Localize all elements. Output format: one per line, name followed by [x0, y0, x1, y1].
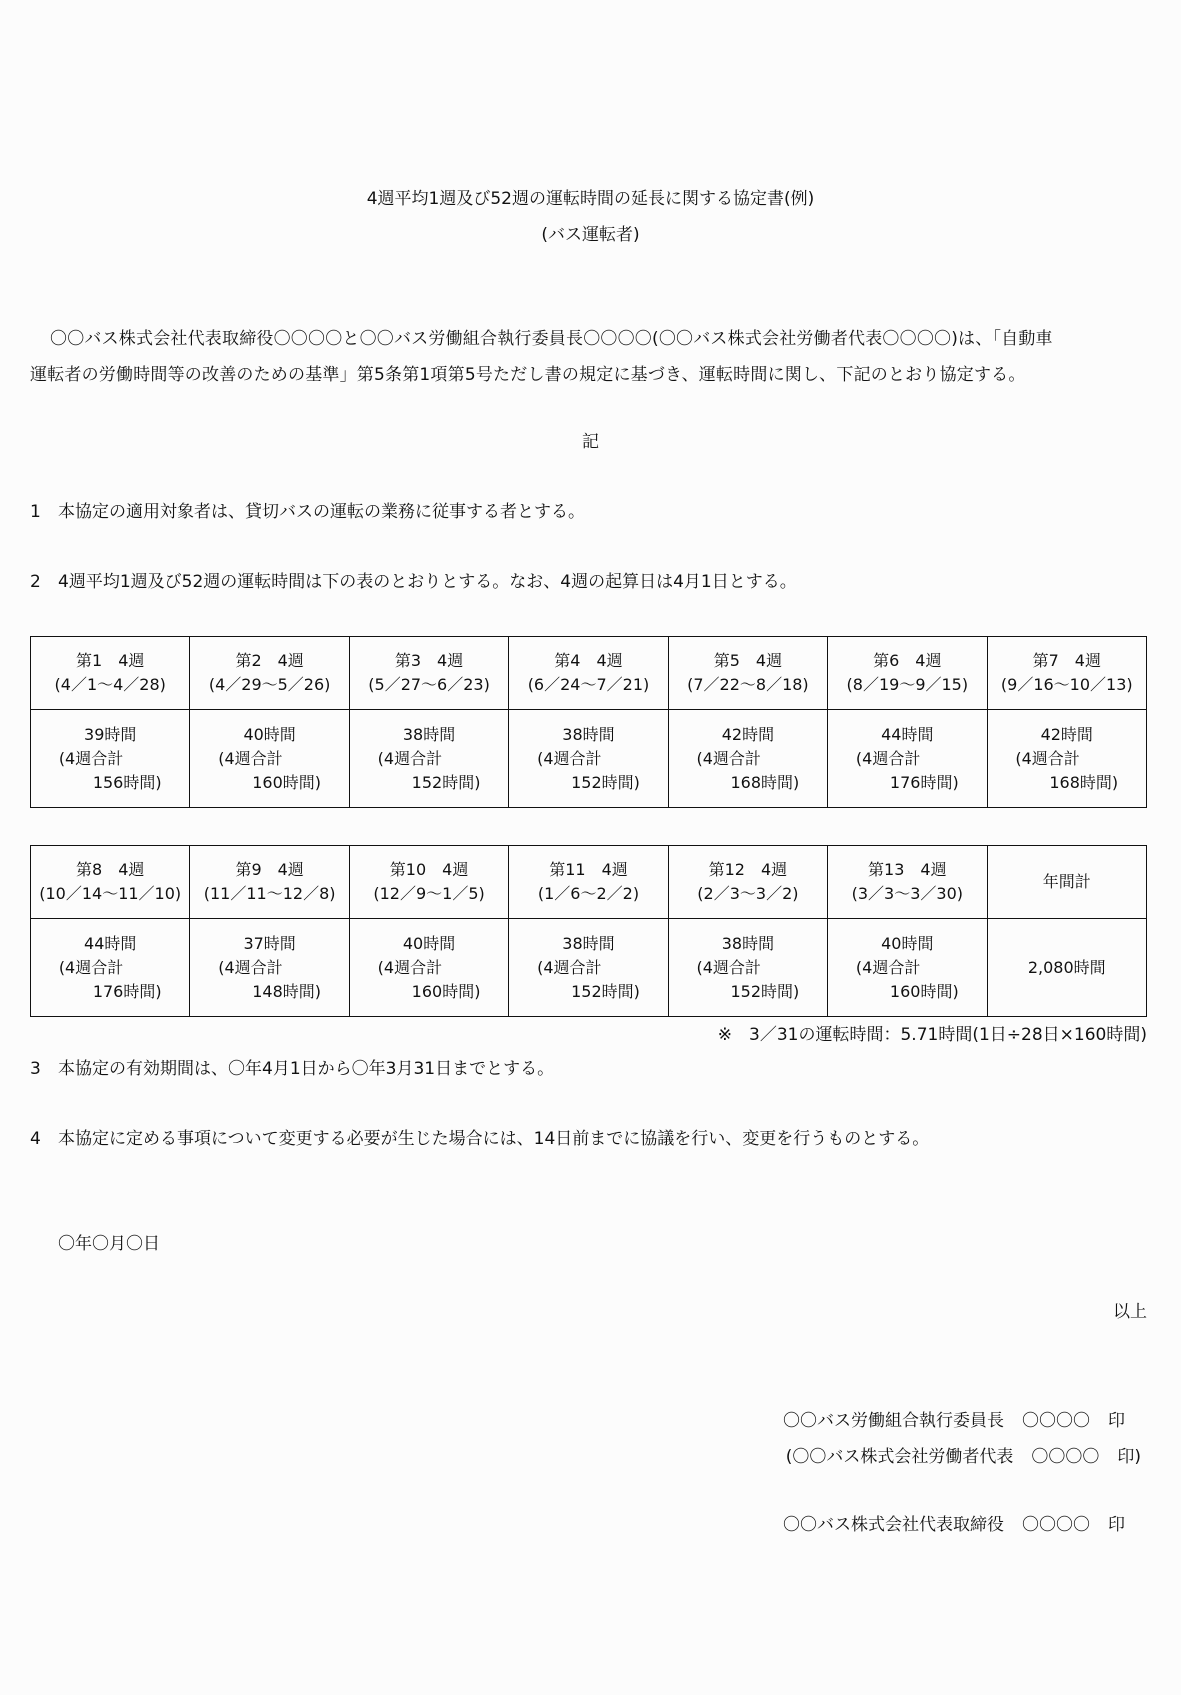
schedule-table-1 — [30, 636, 1147, 808]
item-text: 本協定の有効期間は、〇年4月1日から〇年3月31日までとする。 — [58, 1059, 555, 1079]
table-row — [31, 919, 1147, 1017]
schedule-table-2 — [30, 845, 1147, 1017]
seal-mark: 印 — [1108, 1515, 1125, 1535]
hours-cell: 38時間 (4週合計 152時間) — [668, 919, 827, 1017]
item-2 — [30, 574, 797, 591]
item-number: 3 — [30, 1059, 41, 1079]
hours-cell: 38時間 (4週合計 152時間) — [509, 919, 668, 1017]
signature-union-chair: 〇〇バス労働組合執行委員長 〇〇〇〇 印 — [783, 1411, 1125, 1431]
period-header: 第1 4週 (4／1〜4／28) — [31, 637, 190, 710]
period-header: 第12 4週 (2／3〜3／2) — [668, 846, 827, 919]
period-header: 第9 4週 (11／11〜12／8) — [190, 846, 349, 919]
period-header: 第6 4週 (8／19〜9／15) — [828, 637, 987, 710]
seal-mark: 印) — [1117, 1447, 1141, 1467]
period-header: 第5 4週 (7／22〜8／18) — [668, 637, 827, 710]
signature-worker-representative: (〇〇バス株式会社労働者代表 〇〇〇〇 印) — [785, 1447, 1141, 1467]
hours-cell: 40時間 (4週合計 160時間) — [828, 919, 987, 1017]
period-header: 第8 4週 (10／14〜11／10) — [31, 846, 190, 919]
item-number: 2 — [30, 572, 41, 592]
closing-mark: 以上 — [1113, 1302, 1147, 1322]
preamble-line-2: 運転者の労働時間等の改善のための基準」第5条第1項第5号ただし書の規定に基づき、運転時間に関し、下記のとおり協定する。 — [30, 365, 1026, 385]
period-header: 第2 4週 (4／29〜5／26) — [190, 637, 349, 710]
period-header: 第4 4週 (6／24〜7／21) — [509, 637, 668, 710]
hours-cell: 42時間 (4週合計 168時間) — [668, 710, 827, 808]
item-1 — [30, 504, 585, 521]
item-text: 本協定に定める事項について変更する必要が生じた場合には、14日前までに協議を行い、変更を行うものとする。 — [58, 1129, 930, 1149]
hours-cell: 42時間 (4週合計 168時間) — [987, 710, 1146, 808]
signature-company-director: 〇〇バス株式会社代表取締役 〇〇〇〇 印 — [783, 1515, 1125, 1535]
preamble-line-1: 〇〇バス株式会社代表取締役〇〇〇〇と〇〇バス労働組合執行委員長〇〇〇〇(〇〇バス株式会社労働者代表〇〇〇〇)は、「自動車 — [50, 329, 1053, 349]
hours-cell: 40時間 (4週合計 160時間) — [190, 710, 349, 808]
period-header: 第3 4週 (5／27〜6／23) — [349, 637, 508, 710]
table-header-row — [31, 846, 1147, 919]
document-subtitle: (バス運転者) — [541, 225, 640, 245]
document-title: 4週平均1週及び52週の運転時間の延長に関する協定書(例) — [366, 189, 815, 209]
item-4 — [30, 1131, 929, 1148]
item-number: 4 — [30, 1129, 41, 1149]
hours-cell: 40時間 (4週合計 160時間) — [349, 919, 508, 1017]
seal-mark: 印 — [1108, 1411, 1125, 1431]
hours-cell: 38時間 (4週合計 152時間) — [349, 710, 508, 808]
annual-total-header: 年間計 — [987, 846, 1146, 919]
item-text: 4週平均1週及び52週の運転時間は下の表のとおりとする。なお、4週の起算日は4月1日とする。 — [58, 572, 797, 592]
table-header-row — [31, 637, 1147, 710]
item-3 — [30, 1061, 554, 1078]
period-header: 第10 4週 (12／9〜1／5) — [349, 846, 508, 919]
item-number: 1 — [30, 502, 41, 522]
hours-cell: 39時間 (4週合計 156時間) — [31, 710, 190, 808]
annual-total-cell: 2,080時間 — [987, 919, 1146, 1017]
item-text: 本協定の適用対象者は、貸切バスの運転の業務に従事する者とする。 — [58, 502, 585, 522]
hours-cell: 44時間 (4週合計 176時間) — [828, 710, 987, 808]
agreement-date: 〇年〇月〇日 — [58, 1234, 160, 1254]
hours-cell: 38時間 (4週合計 152時間) — [509, 710, 668, 808]
ki-heading: 記 — [582, 432, 599, 452]
hours-cell: 37時間 (4週合計 148時間) — [190, 919, 349, 1017]
table-row — [31, 710, 1147, 808]
hours-cell: 44時間 (4週合計 176時間) — [31, 919, 190, 1017]
footnote: ※ 3／31の運転時間：5.71時間(1日÷28日×160時間) — [717, 1025, 1147, 1045]
period-header: 第7 4週 (9／16〜10／13) — [987, 637, 1146, 710]
period-header: 第11 4週 (1／6〜2／2) — [509, 846, 668, 919]
period-header: 第13 4週 (3／3〜3／30) — [828, 846, 987, 919]
